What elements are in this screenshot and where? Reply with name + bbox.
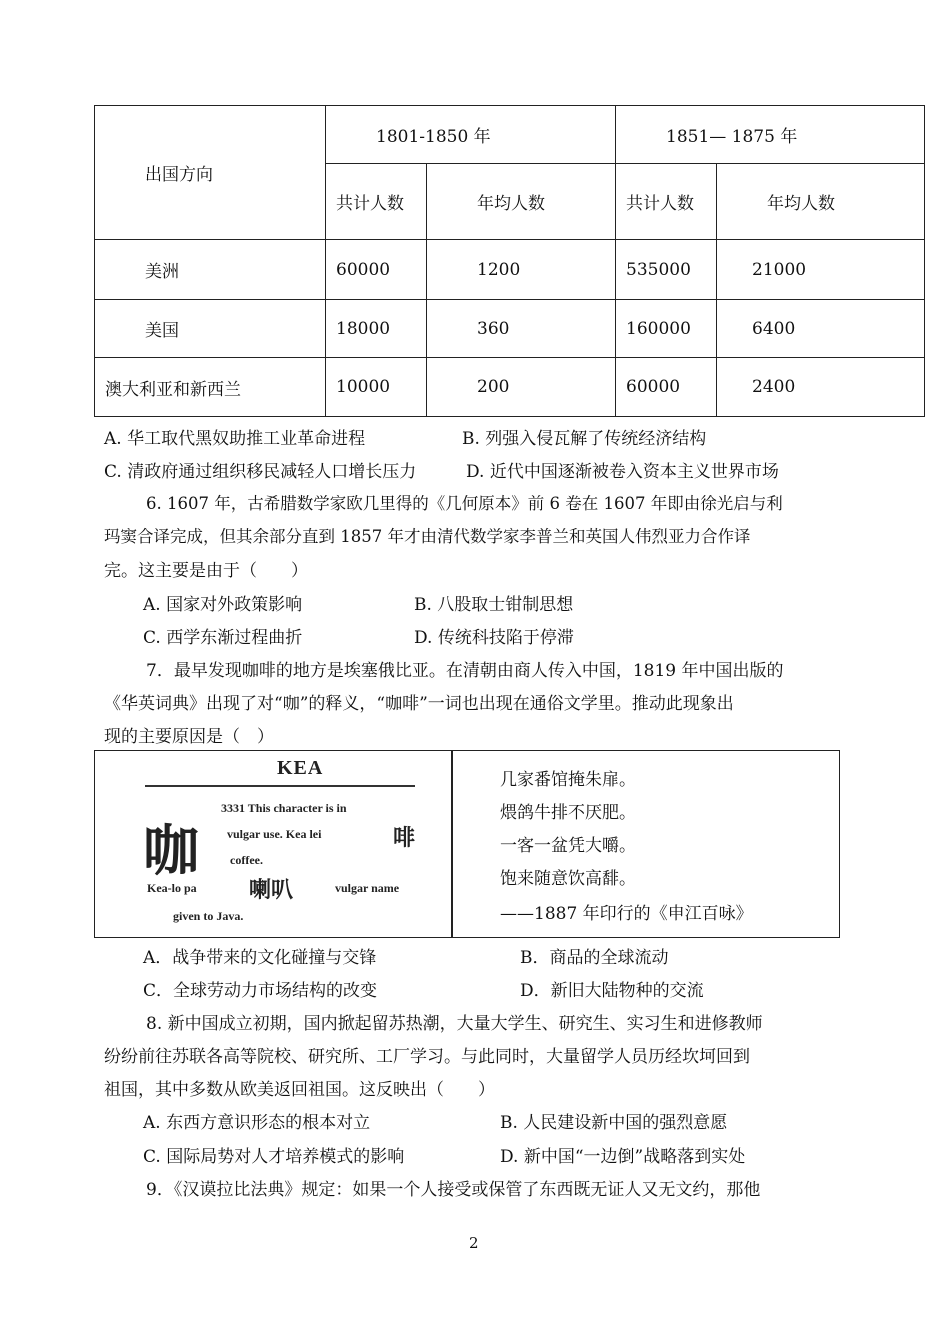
table-cell: 160000	[616, 300, 717, 358]
table-cell: 60000	[326, 240, 427, 300]
migration-table	[94, 105, 925, 417]
q5-option-b: B. 列强入侵瓦解了传统经济结构	[462, 429, 707, 449]
subheader-avg-2: 年均人数	[717, 164, 925, 240]
table-cell: 18000	[326, 300, 427, 358]
row-label: 澳大利亚和新西兰	[95, 358, 326, 417]
table-cell: 6400	[717, 300, 925, 358]
q8-option-a: A. 东西方意识形态的根本对立	[143, 1113, 371, 1133]
table-cell: 200	[427, 358, 616, 417]
q7-option-c: C．全球劳动力市场结构的改变	[143, 981, 378, 1001]
dict-line-4c: vulgar name	[335, 881, 400, 895]
dict-line-2: vulgar use. Kea lei	[227, 827, 322, 841]
q7-option-d: D．新旧大陆物种的交流	[520, 981, 704, 1001]
header-direction: 出国方向	[95, 106, 326, 240]
subheader-avg-1: 年均人数	[427, 164, 616, 240]
header-period-1: 1801-1850 年	[326, 106, 616, 164]
row-label: 美国	[95, 300, 326, 358]
dictionary-scan	[95, 751, 451, 937]
q7-stem-line-2: 《华英词典》出现了对“咖”的释义，“咖啡”一词也出现在通俗文学里。推动此现象出	[104, 694, 734, 714]
poem-line-3: 一客一盆凭大嚼。	[500, 836, 636, 856]
q6-stem-line-1: 6. 1607 年，古希腊数学家欧几里得的《几何原本》前 6 卷在 1607 年即由徐光启与利	[146, 494, 783, 513]
dict-head: KEA	[277, 757, 324, 779]
dict-line-3: coffee.	[230, 853, 263, 867]
poem-line-4: 饱来随意饮高馡。	[500, 869, 636, 889]
dict-big-char: 咖	[143, 818, 199, 884]
q5-option-d: D. 近代中国逐渐被卷入资本主义世界市场	[466, 462, 779, 482]
q6-option-d: D. 传统科技陷于停滞	[414, 628, 574, 648]
table-cell: 60000	[616, 358, 717, 417]
dict-line-4a: Kea-lo pa	[147, 881, 197, 895]
poem-line-1: 几家番馆掩朱扉。	[500, 770, 636, 790]
q7-option-b: B．商品的全球流动	[520, 948, 669, 968]
dict-line-5: given to Java.	[173, 909, 244, 923]
q6-option-c: C. 西学东渐过程曲折	[143, 628, 303, 648]
table-row	[95, 240, 925, 300]
page-number: 2	[469, 1234, 479, 1252]
row-label: 美洲	[95, 240, 326, 300]
q7-stem-line-3: 现的主要原因是（ ）	[104, 727, 274, 747]
q6-option-b: B. 八股取士钳制思想	[414, 595, 574, 615]
q5-option-c: C. 清政府通过组织移民减轻人口增长压力	[104, 462, 417, 482]
dict-rule	[145, 785, 415, 787]
q7-stem-line-1: 7．最早发现咖啡的地方是埃塞俄比亚。在清朝由商人传入中国，1819 年中国出版的	[146, 661, 784, 681]
table-cell: 360	[427, 300, 616, 358]
figure-divider	[451, 751, 453, 937]
q5-option-a: A. 华工取代黑奴助推工业革命进程	[104, 429, 366, 449]
q7-option-a: A．战争带来的文化碰撞与交锋	[143, 948, 377, 968]
table-cell: 1200	[427, 240, 616, 300]
q6-option-a: A. 国家对外政策影响	[143, 595, 303, 615]
table-row	[95, 300, 925, 358]
dict-line-1: 3331 This character is in	[221, 801, 347, 815]
table-cell: 10000	[326, 358, 427, 417]
q6-stem-line-3: 完。这主要是由于（ ）	[104, 561, 308, 581]
q8-option-c: C. 国际局势对人才培养模式的影响	[143, 1147, 405, 1167]
poem-line-2: 煨鸽牛排不厌肥。	[500, 803, 636, 823]
q6-stem-line-2: 玛窦合译完成，但其余部分直到 1857 年才由清代数学家李普兰和英国人伟烈亚力合作译	[104, 527, 751, 546]
q8-stem-line-1: 8. 新中国成立初期，国内掀起留苏热潮，大量大学生、研究生、实习生和进修教师	[146, 1014, 763, 1034]
header-period-2: 1851— 1875 年	[616, 106, 925, 164]
poem-source: ——1887 年印行的《申江百咏》	[500, 904, 753, 924]
q9-stem-line-1: 9．《汉谟拉比法典》规定：如果一个人接受或保管了东西既无证人又无文约，那他	[146, 1180, 761, 1200]
q8-option-b: B. 人民建设新中国的强烈意愿	[500, 1113, 728, 1133]
dict-line-4b: 喇叭	[249, 877, 294, 902]
table-row	[95, 358, 925, 417]
table-cell: 21000	[717, 240, 925, 300]
dict-char-2: 啡	[393, 825, 416, 850]
subheader-total-1: 共计人数	[326, 164, 427, 240]
table-cell: 535000	[616, 240, 717, 300]
q8-option-d: D. 新中国“一边倒”战略落到实处	[500, 1147, 746, 1167]
subheader-total-2: 共计人数	[616, 164, 717, 240]
q7-figure	[94, 750, 840, 938]
q8-stem-line-2: 纷纷前往苏联各高等院校、研究所、工厂学习。与此同时，大量留学人员历经坎坷回到	[104, 1047, 750, 1067]
table-cell: 2400	[717, 358, 925, 417]
q8-stem-line-3: 祖国，其中多数从欧美返回祖国。这反映出（ ）	[104, 1080, 495, 1100]
